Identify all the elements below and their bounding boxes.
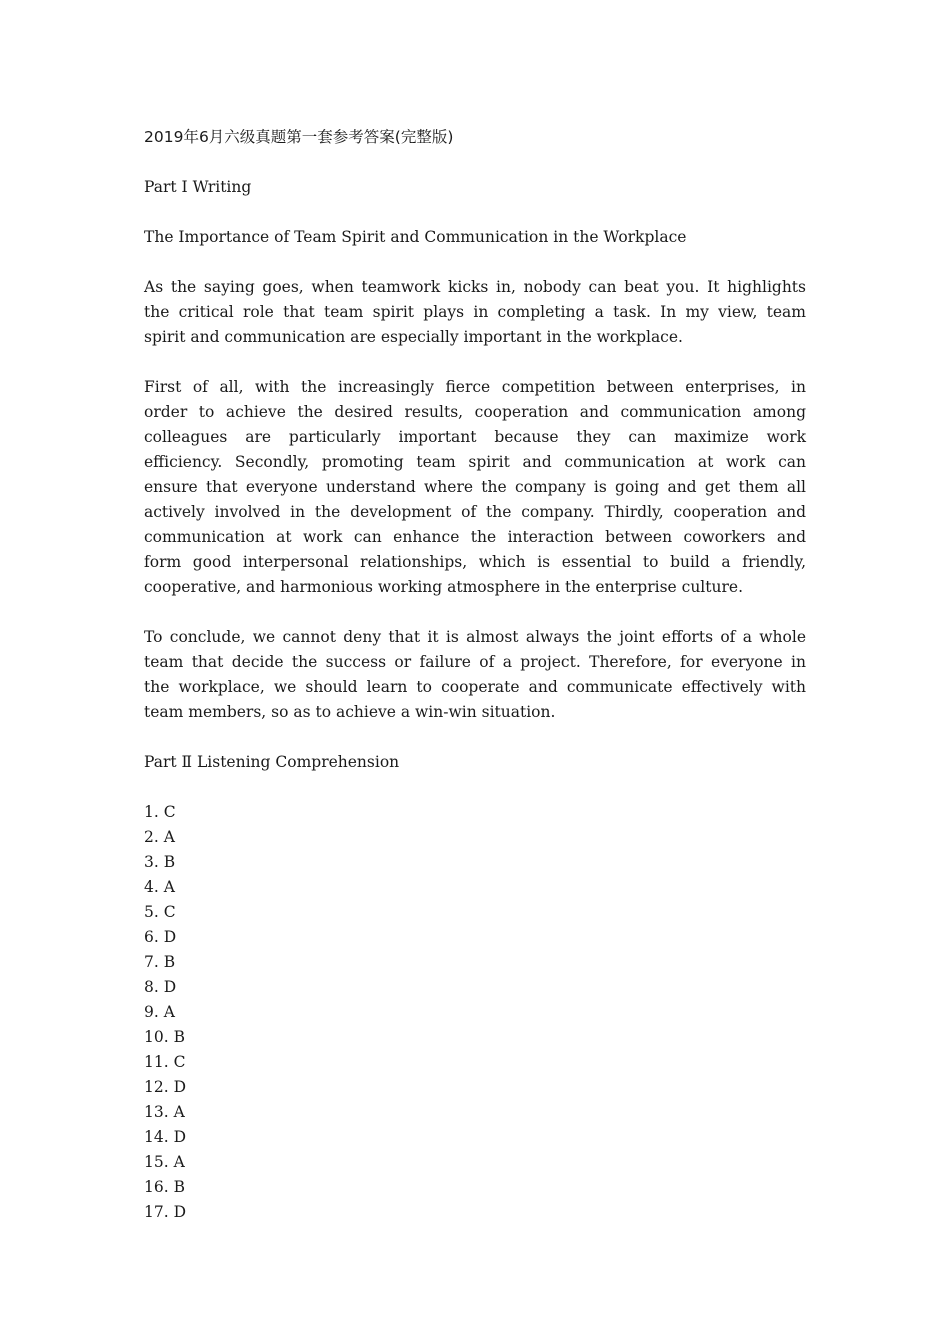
answer-item: 13. A xyxy=(144,1103,185,1121)
essay-paragraph xyxy=(144,375,806,600)
essay-paragraph xyxy=(144,625,806,725)
paragraph-line: To conclude, we cannot deny that it is almost always the joint efforts of a whole xyxy=(144,628,806,646)
answer-item: 9. A xyxy=(144,1003,175,1021)
answer-item: 10. B xyxy=(144,1028,185,1046)
answer-list xyxy=(144,800,806,1225)
paragraph-line: communication at work can enhance the interaction between coworkers and xyxy=(144,528,806,546)
essay-title: The Importance of Team Spirit and Communication in the Workplace xyxy=(144,228,687,246)
essay-body xyxy=(144,275,806,725)
paragraph-line: actively involved in the development of the company. Thirdly, cooperation and xyxy=(144,503,806,521)
answer-item: 1. C xyxy=(144,803,176,821)
answer-item: 3. B xyxy=(144,853,176,871)
answer-item: 5. C xyxy=(144,903,176,921)
answer-item: 14. D xyxy=(144,1128,187,1146)
paragraph-line: efficiency. Secondly, promoting team spirit and communication at work can xyxy=(144,453,806,471)
paragraph-line: the critical role that team spirit plays in completing a task. In my view, team xyxy=(144,303,806,321)
paragraph-line: team that decide the success or failure of a project. Therefore, for everyone in xyxy=(144,653,806,671)
paragraph-line: form good interpersonal relationships, which is essential to build a friendly, xyxy=(144,553,806,571)
paragraph-line: the workplace, we should learn to cooperate and communicate effectively with xyxy=(144,678,806,696)
answer-item: 8. D xyxy=(144,978,177,996)
answer-item: 12. D xyxy=(144,1078,187,1096)
paragraph-line: spirit and communication are especially important in the workplace. xyxy=(144,328,683,346)
answer-item: 7. B xyxy=(144,953,176,971)
paragraph-line: team members, so as to achieve a win-win situation. xyxy=(144,703,556,721)
answer-item: 2. A xyxy=(144,828,175,846)
paragraph-line: order to achieve the desired results, cooperation and communication among xyxy=(144,403,806,421)
answer-item: 6. D xyxy=(144,928,177,946)
paragraph-line: ensure that everyone understand where the company is going and get them all xyxy=(144,478,806,496)
answer-item: 16. B xyxy=(144,1178,185,1196)
essay-paragraph xyxy=(144,275,806,350)
part1-heading: Part I Writing xyxy=(144,178,252,196)
answer-item: 11. C xyxy=(144,1053,186,1071)
answer-item: 15. A xyxy=(144,1153,185,1171)
answer-item: 17. D xyxy=(144,1203,187,1221)
part2-heading: Part Ⅱ Listening Comprehension xyxy=(144,753,400,771)
paragraph-line: cooperative, and harmonious working atmosphere in the enterprise culture. xyxy=(144,578,743,596)
paragraph-line: As the saying goes, when teamwork kicks in, nobody can beat you. It highlights xyxy=(144,278,806,296)
document-page xyxy=(144,125,806,1225)
answer-item: 4. A xyxy=(144,878,175,896)
paragraph-line: First of all, with the increasingly fierce competition between enterprises, in xyxy=(144,378,806,396)
paragraph-line: colleagues are particularly important because they can maximize work xyxy=(144,428,806,446)
document-title: 2019年6月六级真题第一套参考答案(完整版) xyxy=(144,128,454,146)
